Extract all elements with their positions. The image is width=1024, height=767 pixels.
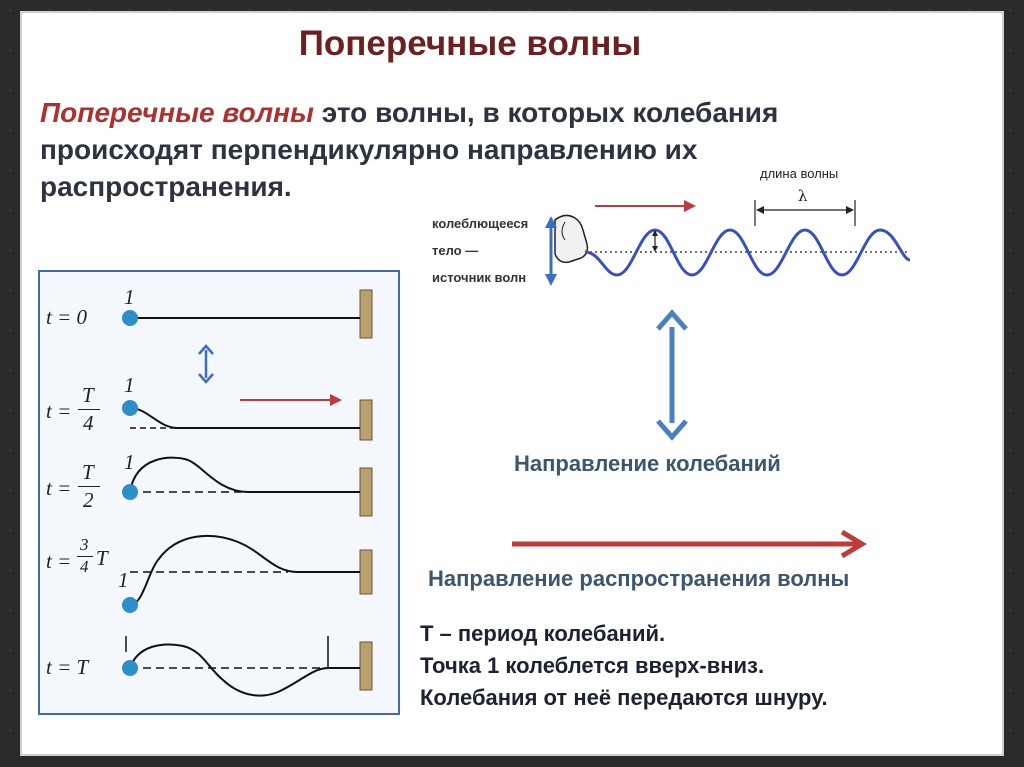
rope-row-2 — [130, 408, 360, 428]
wavelength-label: длина волны — [760, 166, 839, 181]
propagation-direction-label: Направление распространения волны — [428, 566, 850, 591]
rope-row-4 — [130, 536, 360, 605]
time-label-row-4-T: T — [96, 546, 108, 570]
time-label-row-2-t: t = — [46, 399, 72, 423]
lambda-symbol: λ — [798, 187, 808, 205]
time-label-row-3-num: T — [82, 460, 94, 484]
definition-term: Поперечные волны — [40, 97, 314, 128]
definition-line-2: происходят перпендикулярно направлению их — [40, 134, 698, 165]
wall-row-4 — [360, 550, 372, 594]
point-row-2 — [122, 400, 138, 416]
time-label-row-4-num: 3 — [80, 535, 89, 554]
rope-row-3 — [130, 458, 360, 492]
time-label-row-4-t: t = — [46, 549, 72, 573]
rope-row-5 — [130, 645, 360, 696]
point-label-row-1: 1 — [124, 285, 135, 309]
point-row-4 — [122, 597, 138, 613]
propagation-direction-arrow — [508, 527, 872, 561]
note-transfer: Колебания от неё передаются шнуру. — [420, 685, 828, 710]
source-label-1: колеблющееся — [432, 216, 529, 231]
time-label-row-2-bar — [78, 409, 100, 410]
time-label-row-3-t: t = — [46, 476, 72, 500]
wall-row-1 — [360, 290, 372, 338]
point-row-5 — [122, 660, 138, 676]
time-label-row-2-num: T — [82, 383, 94, 407]
time-label-row-4-den: 4 — [80, 557, 89, 576]
propagation-arrow-row-2 — [240, 394, 342, 406]
time-label-row-2-den: 4 — [83, 411, 94, 435]
oscillation-direction-label: Направление колебаний — [514, 451, 781, 476]
note-point-oscillates: Точка 1 колеблется вверх-вниз. — [420, 653, 765, 678]
point-label-row-2: 1 — [124, 373, 135, 397]
time-label-row-4 — [46, 535, 126, 591]
time-label-row-3-bar — [78, 486, 100, 487]
source-label-3: источник волн — [432, 270, 527, 285]
wall-row-3 — [360, 468, 372, 516]
definition-line-3: распространения. — [40, 171, 292, 202]
definition-line-1-rest: это волны, в которых колебания — [313, 97, 779, 128]
wall-row-5 — [360, 642, 372, 690]
time-label-row-5: t = T — [46, 655, 89, 679]
time-label-row-2 — [46, 383, 102, 439]
definition-line-1 — [40, 94, 980, 131]
time-label-row-3 — [46, 460, 102, 516]
point-label-row-3: 1 — [124, 450, 135, 474]
note-period: Т – период колебаний. — [420, 621, 666, 646]
small-oscillation-arrow — [199, 346, 213, 382]
wall-row-2 — [360, 400, 372, 440]
time-label-row-1: t = 0 — [46, 305, 88, 329]
oscillation-direction-arrow — [650, 305, 694, 445]
page-title: Поперечные волны — [298, 24, 642, 63]
source-label-2: тело — — [432, 243, 479, 258]
time-label-row-3-den: 2 — [83, 488, 94, 512]
point-label-row-4: 1 — [118, 568, 129, 592]
point-row-1 — [122, 310, 138, 326]
point-row-3 — [122, 484, 138, 500]
notes — [420, 618, 828, 714]
